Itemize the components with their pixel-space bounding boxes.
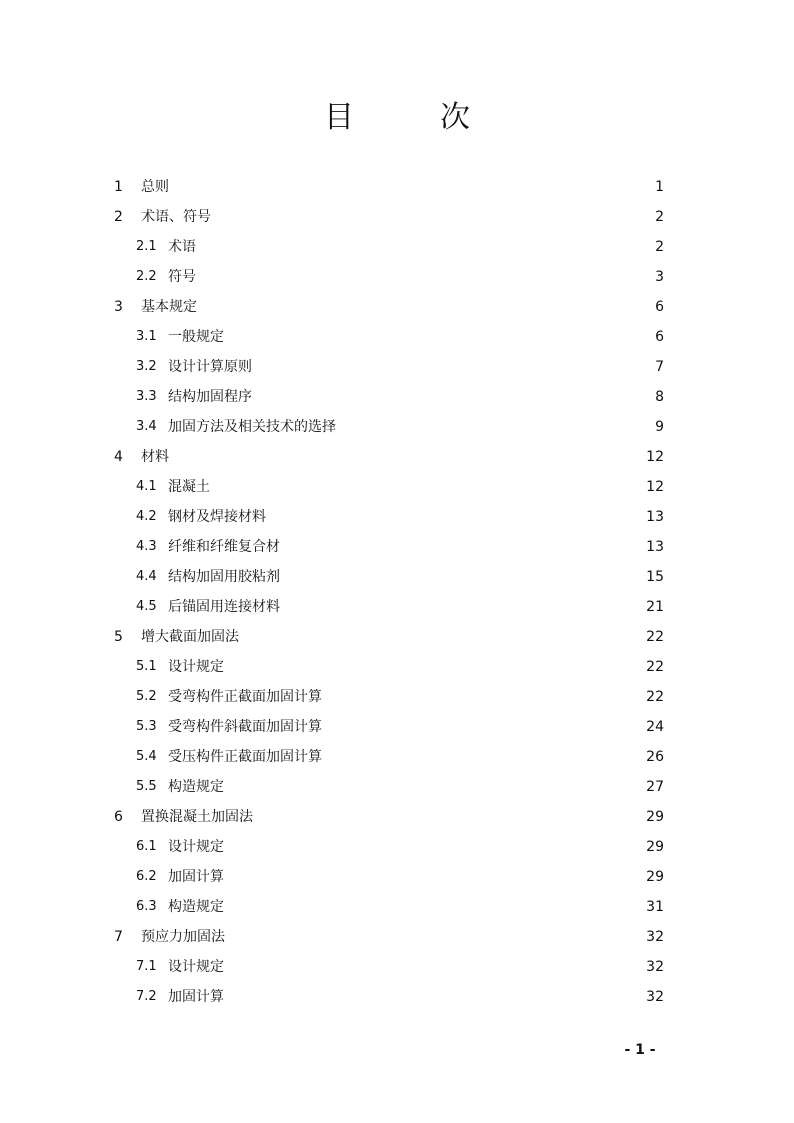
toc-number: 4 [114, 449, 123, 465]
toc-number: 7.1 [136, 959, 157, 974]
dot-leader [198, 292, 632, 322]
toc-entry-3-1 [114, 322, 664, 352]
toc-entry-6 [114, 802, 664, 832]
dot-leader [225, 892, 632, 922]
toc-page-number: 3 [655, 269, 664, 285]
toc-number: 4.4 [136, 569, 157, 584]
toc-page-number: 2 [655, 209, 664, 225]
toc-number: 3 [114, 299, 123, 315]
toc-number: 6 [114, 809, 123, 825]
toc-page-number: 12 [646, 449, 664, 465]
toc-number: 5.1 [136, 659, 157, 674]
toc-entry-7-1 [114, 952, 664, 982]
toc-label: 受弯构件斜截面加固计算 [168, 719, 322, 735]
toc-label: 构造规定 [168, 899, 224, 915]
toc-label: 术语、符号 [141, 209, 211, 225]
toc-page-number: 6 [655, 299, 664, 315]
toc-label: 后锚固用连接材料 [168, 599, 280, 615]
toc-page-number: 32 [646, 929, 664, 945]
toc-page-number: 29 [646, 809, 664, 825]
toc-entry-6-1 [114, 832, 664, 862]
dot-leader [240, 622, 632, 652]
dot-leader [267, 502, 632, 532]
toc-entry-3-2 [114, 352, 664, 382]
toc-page-number: 29 [646, 869, 664, 885]
toc-page-number: 12 [646, 479, 664, 495]
toc-entry-4-3 [114, 532, 664, 562]
toc-number: 5.5 [136, 779, 157, 794]
dot-leader [225, 952, 632, 982]
toc-number: 4.1 [136, 479, 157, 494]
toc-entry-5-1 [114, 652, 664, 682]
dot-leader [281, 592, 632, 622]
toc-label: 基本规定 [141, 299, 197, 315]
dot-leader [281, 562, 632, 592]
toc-label: 术语 [168, 239, 196, 255]
toc-page-number: 21 [646, 599, 664, 615]
toc-page-number: 13 [646, 539, 664, 555]
dot-leader [323, 742, 632, 772]
toc-label: 设计规定 [168, 959, 224, 975]
dot-leader [323, 712, 632, 742]
toc-page-number: 27 [646, 779, 664, 795]
toc-page-number: 22 [646, 659, 664, 675]
toc-page-number: 9 [655, 419, 664, 435]
toc-entry-4-5 [114, 592, 664, 622]
toc-page-number: 7 [655, 359, 664, 375]
dot-leader [254, 802, 632, 832]
toc-label: 混凝土 [168, 479, 210, 495]
toc-number: 2.2 [136, 269, 157, 284]
dot-leader [225, 772, 632, 802]
toc-entry-5-2 [114, 682, 664, 712]
toc-number: 7.2 [136, 989, 157, 1004]
toc-label: 总则 [141, 179, 169, 195]
toc-label: 结构加固程序 [168, 389, 252, 405]
toc-label: 加固计算 [168, 989, 224, 1005]
toc-entry-3-3 [114, 382, 664, 412]
toc-entry-6-3 [114, 892, 664, 922]
toc-entry-4-1 [114, 472, 664, 502]
dot-leader [225, 322, 632, 352]
toc-number: 5 [114, 629, 123, 645]
toc-entry-4 [114, 442, 664, 472]
toc-entry-2 [114, 202, 664, 232]
toc-label: 一般规定 [168, 329, 224, 345]
toc-label: 受弯构件正截面加固计算 [168, 689, 322, 705]
toc-page-number: 1 [655, 179, 664, 195]
toc-label: 受压构件正截面加固计算 [168, 749, 322, 765]
dot-leader [281, 532, 632, 562]
toc-number: 3.4 [136, 419, 157, 434]
toc-page-number: 29 [646, 839, 664, 855]
dot-leader [197, 232, 632, 262]
toc-label: 设计计算原则 [168, 359, 252, 375]
toc-entry-5-4 [114, 742, 664, 772]
toc-number: 3.3 [136, 389, 157, 404]
toc-label: 加固方法及相关技术的选择 [168, 419, 336, 435]
toc-page-number: 32 [646, 959, 664, 975]
toc-page-number: 8 [655, 389, 664, 405]
toc-label: 构造规定 [168, 779, 224, 795]
toc-entry-6-2 [114, 862, 664, 892]
toc-number: 6.3 [136, 899, 157, 914]
toc-label: 符号 [168, 269, 196, 285]
toc-page-number: 15 [646, 569, 664, 585]
toc-entry-5 [114, 622, 664, 652]
dot-leader [170, 172, 632, 202]
dot-leader [337, 412, 632, 442]
toc-number: 5.4 [136, 749, 157, 764]
toc-number: 7 [114, 929, 123, 945]
page-title: 目 次 [324, 100, 498, 135]
toc-label: 增大截面加固法 [141, 629, 239, 645]
toc-entry-4-4 [114, 562, 664, 592]
toc-number: 4.3 [136, 539, 157, 554]
dot-leader [323, 682, 632, 712]
toc-number: 2 [114, 209, 123, 225]
toc-page-number: 31 [646, 899, 664, 915]
toc-label: 预应力加固法 [141, 929, 225, 945]
toc-entry-3-4 [114, 412, 664, 442]
toc-number: 4.2 [136, 509, 157, 524]
dot-leader [211, 472, 632, 502]
toc-number: 1 [114, 179, 123, 195]
dot-leader [225, 832, 632, 862]
toc-page-number: 32 [646, 989, 664, 1005]
page-number-footer: - 1 - [624, 1042, 656, 1058]
toc-label: 设计规定 [168, 659, 224, 675]
toc-number: 2.1 [136, 239, 157, 254]
toc-number: 3.1 [136, 329, 157, 344]
toc-entry-2-1 [114, 232, 664, 262]
dot-leader [226, 922, 632, 952]
toc-label: 材料 [141, 449, 169, 465]
toc-number: 5.2 [136, 689, 157, 704]
toc-label: 纤维和纤维复合材 [168, 539, 280, 555]
toc-entry-2-2 [114, 262, 664, 292]
dot-leader [225, 982, 632, 1012]
dot-leader [197, 262, 632, 292]
toc-number: 4.5 [136, 599, 157, 614]
toc-page-number: 24 [646, 719, 664, 735]
table-of-contents [114, 172, 664, 1012]
dot-leader [253, 352, 632, 382]
toc-entry-5-3 [114, 712, 664, 742]
toc-page-number: 6 [655, 329, 664, 345]
toc-entry-1 [114, 172, 664, 202]
toc-number: 5.3 [136, 719, 157, 734]
dot-leader [212, 202, 632, 232]
toc-label: 结构加固用胶粘剂 [168, 569, 280, 585]
toc-page-number: 22 [646, 629, 664, 645]
toc-page-number: 2 [655, 239, 664, 255]
toc-label: 设计规定 [168, 839, 224, 855]
toc-number: 6.2 [136, 869, 157, 884]
dot-leader [253, 382, 632, 412]
toc-entry-7-2 [114, 982, 664, 1012]
toc-number: 6.1 [136, 839, 157, 854]
toc-page-number: 13 [646, 509, 664, 525]
toc-entry-7 [114, 922, 664, 952]
dot-leader [225, 652, 632, 682]
toc-label: 钢材及焊接材料 [168, 509, 266, 525]
toc-number: 3.2 [136, 359, 157, 374]
dot-leader [225, 862, 632, 892]
toc-page-number: 26 [646, 749, 664, 765]
toc-entry-5-5 [114, 772, 664, 802]
toc-label: 置换混凝土加固法 [141, 809, 253, 825]
dot-leader [170, 442, 632, 472]
toc-label: 加固计算 [168, 869, 224, 885]
toc-page-number: 22 [646, 689, 664, 705]
toc-entry-3 [114, 292, 664, 322]
toc-entry-4-2 [114, 502, 664, 532]
